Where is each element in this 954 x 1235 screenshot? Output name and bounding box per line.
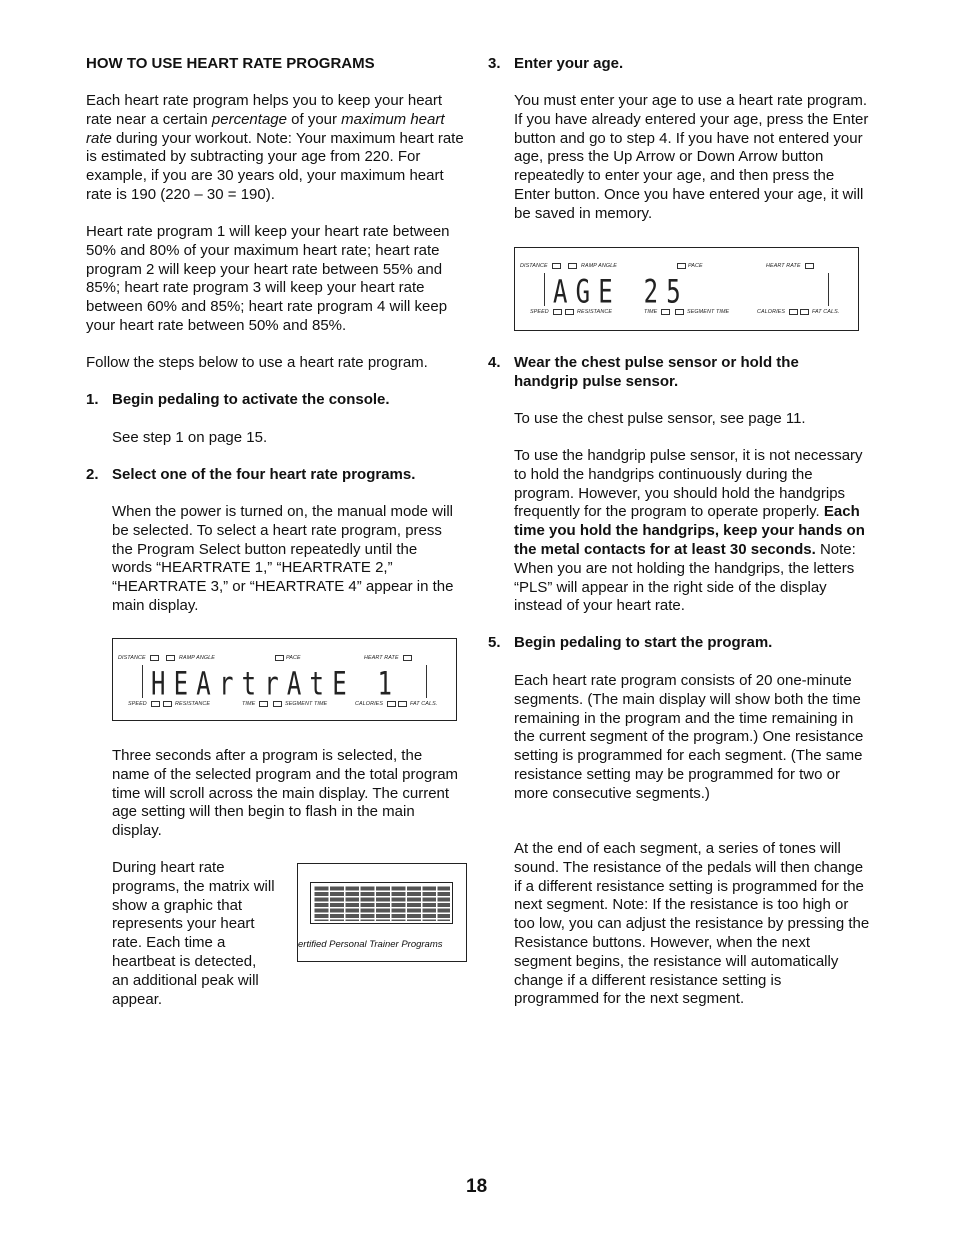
heart-rate-indicator (805, 263, 814, 269)
speed-indicator (151, 701, 160, 707)
calories-indicator (387, 701, 396, 707)
pace-indicator (677, 263, 686, 269)
fat-cals-indicator (398, 701, 407, 707)
ramp-angle-label: RAMP ANGLE (166, 655, 215, 661)
pace-label: PACE (275, 655, 301, 661)
step-5-title: 5. Begin pedaling to start the program. (488, 634, 773, 651)
step-3-title: 3. Enter your age. (488, 55, 624, 72)
resistance-label: RESISTANCE (163, 701, 210, 707)
calories-label: CALORIES (757, 309, 798, 315)
section-heading: HOW TO USE HEART RATE PROGRAMS (86, 55, 375, 72)
fat-cals-label: FAT CALS. (398, 701, 437, 707)
step-1-body: See step 1 on page 15. (112, 429, 268, 446)
speed-indicator (553, 309, 562, 315)
step-3-body: You must enter your age to use a heart rate program. If you have already entered your age, press the Enter button and go to step 4. If you have not entered your age, press the Up Arrow or Down Arrow button repeatedly to enter your age, and then press the Enter button. Once you have entered your age, it will be saved in memory. (514, 92, 869, 222)
ramp-angle-label: RAMP ANGLE (568, 263, 617, 269)
step-4-title: 4. Wear the chest pulse sensor or hold the handgrip pulse sensor. (488, 354, 799, 390)
ramp-angle-indicator (166, 655, 175, 661)
step-4-body-1: To use the chest pulse sensor, see page 11. (514, 410, 806, 427)
distance-indicator (552, 263, 561, 269)
heart-rate-label: HEART RATE (364, 655, 412, 661)
age-screen (544, 273, 829, 311)
matrix-caption: ertified Personal Trainer Programs (298, 939, 443, 950)
resistance-indicator (163, 701, 172, 707)
segment-time-label: SEGMENT TIME (273, 701, 327, 707)
step-2-title: 2. Select one of the four heart rate programs. (86, 466, 416, 483)
segment-time-label: SEGMENT TIME (675, 309, 729, 315)
age-readout: AGE 25 (553, 273, 689, 311)
step-5-body-2: At the end of each segment, a series of tones will sound. The resistance of the pedals will then change if a different resistance setting is programmed for the next segment. Note: If the resistance is too high or too low, you can adjust the resistance by pressing the Resistance buttons. However, when the next segment begins, the resistance will automatically change if a different resistance setting is programmed for the next segment. (514, 840, 870, 1008)
step-5-body-1: Each heart rate program consists of 20 one-minute segments. (The main display will show both the time remaining in the program and the time remaining in the current segment of the program.) One resistance setting is programmed for each segment. (The same resistance setting may be programmed for two or more consecutive segments.) (514, 672, 864, 802)
step-2-matrix-text: During heart rate programs, the matrix will show a graphic that represents your heart rate. Each time a heartbeat is detected, an additional peak will appear. (112, 859, 275, 1008)
matrix-grid (313, 885, 450, 921)
step-1-title: 1. Begin pedaling to activate the console. (86, 391, 390, 408)
ramp-angle-indicator (568, 263, 577, 269)
fat-cals-label: FAT CALS. (800, 309, 839, 315)
heart-rate-label: HEART RATE (766, 263, 814, 269)
time-label: TIME (644, 309, 670, 315)
step-2-body: When the power is turned on, the manual mode will be selected. To select a heart rate program, press the Program Select button repeatedly until the words “HEARTRATE 1,” “HEARTRATE 2,” “HEARTRATE 3,” or “HEARTRATE 4” appear in the main display. (112, 503, 454, 614)
time-indicator (661, 309, 670, 315)
pace-indicator (275, 655, 284, 661)
speed-label: SPEED (530, 309, 562, 315)
distance-label: DISTANCE (118, 655, 159, 661)
time-label: TIME (242, 701, 268, 707)
age-display-panel (514, 247, 859, 331)
heartrate-screen (142, 665, 427, 703)
time-indicator (259, 701, 268, 707)
intro-paragraph: Each heart rate program helps you to keep your heart rate near a certain percentage of your maximum heart rate during your workout. Note: Your maximum heart rate is estimated by subtracting your age from 220. For example, if you are 30 years old, your maximum heart rate is 190 (220 – 30 = 190). (86, 92, 464, 203)
programs-paragraph: Heart rate program 1 will keep your heart rate between 50% and 80% of your maximum heart rate; heart rate program 2 will keep your heart rate between 55% and 85%; heart rate program 3 will keep your heart rate between 60% and 85%; heart rate program 4 will keep your heart rate between 50% and 85%. (86, 223, 450, 334)
distance-label: DISTANCE (520, 263, 561, 269)
heartrate-readout: HEArtrAtE 1 (151, 665, 401, 703)
heartrate-display-panel (112, 638, 457, 721)
segment-time-indicator (675, 309, 684, 315)
matrix-display (310, 882, 453, 924)
fat-cals-indicator (800, 309, 809, 315)
page-number: 18 (466, 1176, 488, 1197)
pace-label: PACE (677, 263, 703, 269)
calories-indicator (789, 309, 798, 315)
resistance-label: RESISTANCE (565, 309, 612, 315)
calories-label: CALORIES (355, 701, 396, 707)
resistance-indicator (565, 309, 574, 315)
follow-paragraph: Follow the steps below to use a heart rate program. (86, 354, 428, 371)
speed-label: SPEED (128, 701, 160, 707)
distance-indicator (150, 655, 159, 661)
matrix-display-panel (297, 863, 467, 962)
step-2-after: Three seconds after a program is selected, the name of the selected program and the total program time will scroll across the main display. The current age setting will then begin to flash in the main display. (112, 747, 459, 840)
segment-time-indicator (273, 701, 282, 707)
heart-rate-indicator (403, 655, 412, 661)
step-4-body-2: To use the handgrip pulse sensor, it is not necessary to hold the handgrips continuously during the program. However, you should hold the handgrips frequently for the program to operate properly. Each time you hold the handgrips, keep your hands on the metal contacts for at least 30 seconds. Note: When you are not holding the handgrips, the letters “PLS” will appear in the right side of the display instead of your heart rate. (514, 447, 865, 615)
